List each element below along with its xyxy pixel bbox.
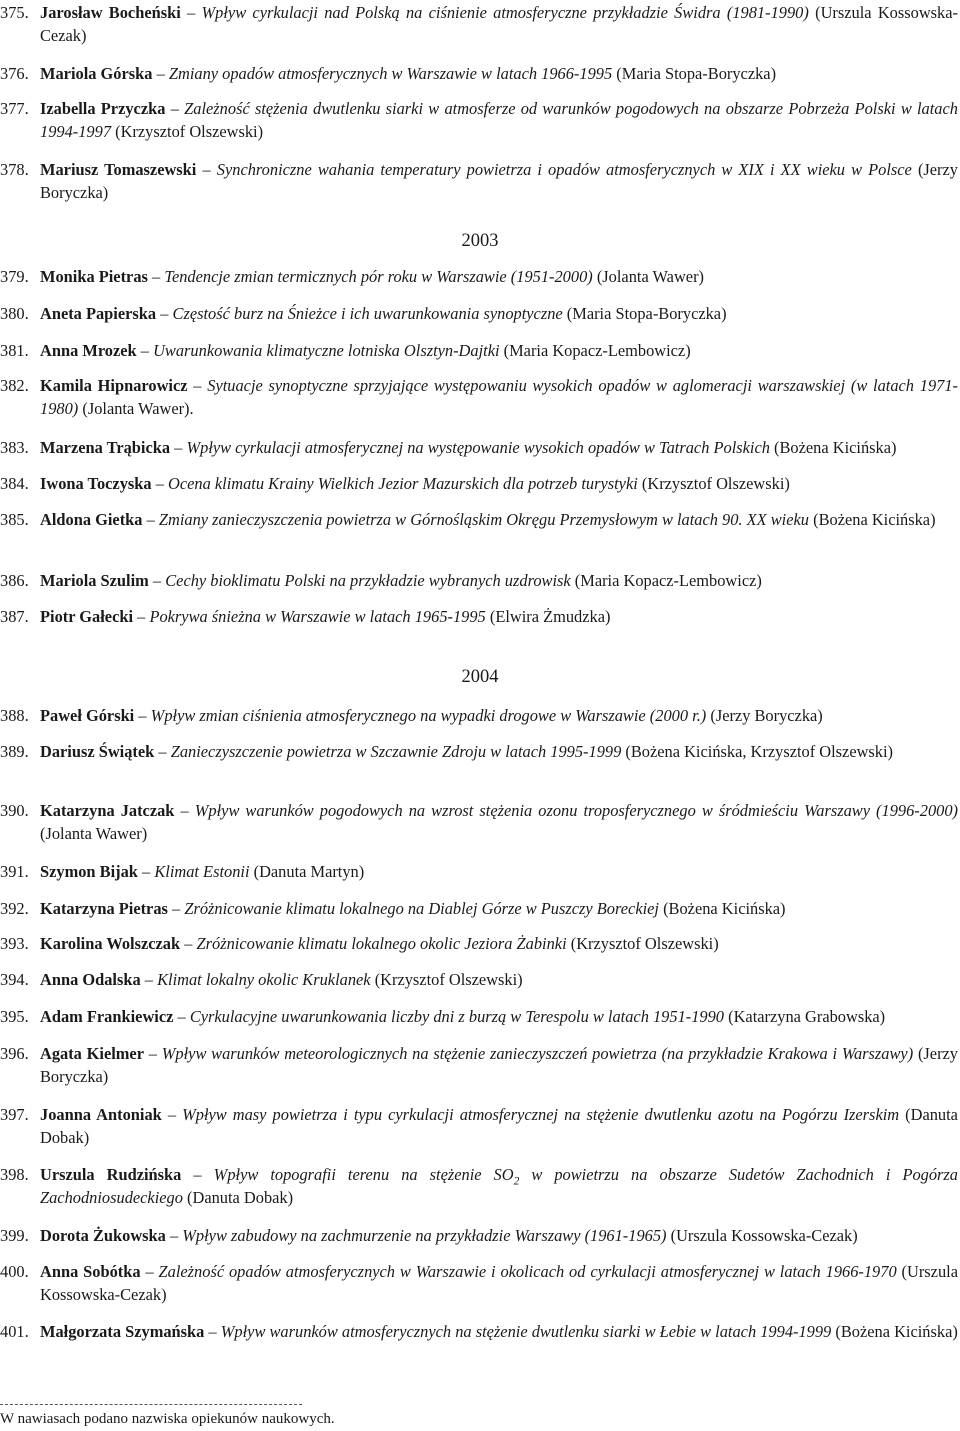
- entry-number: 401.: [0, 1322, 29, 1341]
- year-heading-2004: 2004: [461, 667, 499, 687]
- entry-author: Izabella Przyczka: [40, 99, 166, 118]
- entry-supervisor: (Jolanta Wawer).: [82, 399, 194, 418]
- entry-title-text: Zmiany opadów atmosferycznych w Warszawie w latach 1966-1995: [168, 64, 613, 83]
- thesis-entry-397: [0, 1103, 958, 1149]
- entry-supervisor: (Bożena Kicińska): [835, 1322, 958, 1341]
- entry-author: Paweł Górski: [40, 706, 135, 725]
- entry-dash: –: [148, 1044, 157, 1063]
- entry-dash: –: [146, 510, 155, 529]
- thesis-entry-381: [0, 339, 958, 362]
- entry-dash: –: [152, 267, 161, 286]
- entry-dash: –: [193, 376, 202, 395]
- thesis-entry-389: [0, 740, 958, 763]
- entry-supervisor: (Krzysztof Olszewski): [641, 474, 790, 493]
- thesis-entry-380: [0, 302, 958, 325]
- entry-supervisor: (Elwira Żmudzka): [489, 607, 611, 626]
- entry-title: [153, 341, 499, 360]
- entry-number: 397.: [0, 1105, 29, 1124]
- entry-supervisor: (Krzysztof Olszewski): [570, 934, 719, 953]
- thesis-entry-387: [0, 605, 958, 628]
- entry-dash: –: [169, 1226, 179, 1245]
- entry-title-text: Cyrkulacyjne uwarunkowania liczby dni z burzą w Terespolu w latach 1951-1990: [189, 1007, 725, 1026]
- entry-title: [197, 934, 567, 953]
- entry-title-text: Pokrywa śnieżna w Warszawie w latach 1965-1995: [149, 607, 486, 626]
- entry-title-text: Cechy bioklimatu Polski na przykładzie wybranych uzdrowisk: [165, 571, 571, 590]
- thesis-entry-376: [0, 62, 958, 85]
- thesis-entry-383: [0, 436, 958, 459]
- entry-title-text: Wpływ warunków atmosferycznych na stężenie dwutlenku siarki w Łebie w latach 1994-1999: [220, 1322, 832, 1341]
- entry-number: 379.: [0, 267, 29, 286]
- entry-number: 386.: [0, 571, 29, 590]
- entry-author: Mariola Szulim: [40, 571, 149, 590]
- entry-author: Marzena Trąbicka: [40, 438, 171, 457]
- thesis-entry-378: [0, 158, 958, 204]
- entry-title: [162, 1044, 913, 1063]
- entry-title-text: Wpływ masy powietrza i typu cyrkulacji atmosferycznej na stężenie dwutlenku azotu na Pogórzu Izerskim: [182, 1105, 900, 1124]
- entry-number: 385.: [0, 510, 29, 529]
- entry-title-text: Zależność stężenia dwutlenku siarki w atmosferze od warunków pogodowych na obszarze Pobrzeża Polski w latach 1994-1997: [40, 99, 958, 141]
- footnote-separator: [0, 1404, 302, 1405]
- entry-title-text: Wpływ zabudowy na zachmurzenie na przykładzie Warszawy (1961-1965): [182, 1226, 667, 1245]
- entry-number: 390.: [0, 801, 29, 820]
- entry-title: [217, 160, 912, 179]
- entry-number: 389.: [0, 742, 29, 761]
- entry-dash: –: [177, 1007, 186, 1026]
- entry-author: Joanna Antoniak: [40, 1105, 162, 1124]
- entry-title: [182, 1226, 666, 1245]
- entry-title: [151, 706, 707, 725]
- entry-supervisor: (Jerzy Boryczka): [40, 160, 958, 202]
- entry-title-text: Ocena klimatu Krainy Wielkich Jezior Mazurskich dla potrzeb turystyki: [168, 474, 638, 493]
- entry-author: Anna Mrozek: [40, 341, 137, 360]
- entry-number: 398.: [0, 1165, 29, 1184]
- entry-title-text: Sytuacje synoptyczne sprzyjające występowaniu wysokich opadów w aglomeracji warszawskiej (w latach 1971-1980): [40, 376, 958, 418]
- entry-dash: –: [167, 1105, 177, 1124]
- entry-title: [169, 64, 612, 83]
- entry-author: Szymon Bijak: [40, 862, 138, 881]
- thesis-entry-382: [0, 374, 958, 420]
- entry-title-text: Wpływ zmian ciśnienia atmosferycznego na wypadki drogowe w Warszawie (2000 r.): [150, 706, 707, 725]
- entry-title: [157, 970, 371, 989]
- entry-author: Dorota Żukowska: [40, 1226, 166, 1245]
- entry-number: 395.: [0, 1007, 29, 1026]
- thesis-entry-390: [0, 799, 958, 845]
- entry-dash: –: [184, 934, 193, 953]
- entry-title: [159, 510, 809, 529]
- entry-dash: –: [140, 341, 149, 360]
- entry-title: [154, 862, 249, 881]
- entry-number: 392.: [0, 899, 29, 918]
- entry-title: [171, 742, 622, 761]
- entry-supervisor: (Jerzy Boryczka): [710, 706, 823, 725]
- thesis-entry-388: [0, 704, 958, 727]
- entry-author: Adam Frankiewicz: [40, 1007, 174, 1026]
- entry-number: 382.: [0, 376, 29, 395]
- entry-title-text: Klimat lokalny okolic Kruklanek: [157, 970, 371, 989]
- entry-supervisor: (Danuta Martyn): [253, 862, 365, 881]
- entry-dash: –: [202, 160, 211, 179]
- entry-author: Monika Pietras: [40, 267, 148, 286]
- thesis-entry-396: [0, 1042, 958, 1088]
- thesis-entry-393: [0, 932, 958, 955]
- entry-author: Małgorzata Szymańska: [40, 1322, 205, 1341]
- entry-number: 380.: [0, 304, 29, 323]
- entry-title-text: Zróżnicowanie klimatu lokalnego okolic Jeziora Żabinki: [196, 934, 567, 953]
- entry-title-text: Zależność opadów atmosferycznych w Warszawie i okolicach od cyrkulacji atmosferycznej w latach 1966-1970: [158, 1262, 897, 1281]
- entry-supervisor: (Maria Kopacz-Lembowicz): [574, 571, 762, 590]
- entry-number: 384.: [0, 474, 29, 493]
- entry-supervisor: (Bożena Kicińska): [663, 899, 786, 918]
- entry-supervisor: (Krzysztof Olszewski): [374, 970, 523, 989]
- entry-number: 393.: [0, 934, 29, 953]
- entry-dash: –: [172, 899, 181, 918]
- entry-author: Kamila Hipnarowicz: [40, 376, 188, 395]
- entry-author: Karolina Wolszczak: [40, 934, 181, 953]
- entry-dash: –: [174, 438, 183, 457]
- entry-number: 377.: [0, 99, 29, 118]
- entry-author: Mariusz Tomaszewski: [40, 160, 197, 179]
- thesis-entry-386: [0, 569, 958, 592]
- entry-dash: –: [208, 1322, 217, 1341]
- entry-title: [165, 571, 570, 590]
- entry-supervisor: (Krzysztof Olszewski): [115, 122, 264, 141]
- thesis-entry-384: [0, 472, 958, 495]
- entry-dash: –: [137, 607, 146, 626]
- entry-title: [182, 1105, 899, 1124]
- entry-dash: –: [160, 304, 169, 323]
- entry-number: 396.: [0, 1044, 29, 1063]
- thesis-entry-399: [0, 1224, 958, 1247]
- entry-author: Mariola Górska: [40, 64, 153, 83]
- entry-supervisor: (Danuta Dobak): [187, 1188, 294, 1207]
- entry-title: [202, 3, 809, 22]
- year-heading-2003: 2003: [461, 231, 499, 251]
- entry-dash: –: [144, 970, 153, 989]
- entry-author: Anna Odalska: [40, 970, 141, 989]
- entry-title: [195, 801, 958, 820]
- entry-title-text: Synchroniczne wahania temperatury powietrza i opadów atmosferycznych w XIX i XX wieku w Polsce: [216, 160, 912, 179]
- thesis-entry-377: [0, 97, 958, 143]
- thesis-entry-392: [0, 897, 958, 920]
- entry-number: 383.: [0, 438, 29, 457]
- entry-supervisor: (Bożena Kicińska): [813, 510, 936, 529]
- entry-title-text: Wpływ warunków meteorologicznych na stężenie zanieczyszczeń powietrza (na przykładzie Krakowa i Warszawy): [161, 1044, 914, 1063]
- entry-title-text: Wpływ cyrkulacji nad Polską na ciśnienie atmosferyczne przykładzie Świdra (1981-1990): [201, 3, 809, 22]
- entry-dash: –: [170, 99, 179, 118]
- entry-supervisor: (Urszula Kossowska-Cezak): [40, 3, 958, 45]
- entry-number: 375.: [0, 3, 29, 22]
- entry-dash: –: [155, 474, 164, 493]
- entry-title: [173, 304, 563, 323]
- entry-title: [168, 474, 638, 493]
- entry-title: [221, 1322, 831, 1341]
- entry-author: Katarzyna Jatczak: [40, 801, 175, 820]
- thesis-entry-375: [0, 1, 958, 47]
- entry-author: Katarzyna Pietras: [40, 899, 168, 918]
- entry-title-text: Wpływ cyrkulacji atmosferycznej na występowanie wysokich opadów w Tatrach Polskich: [186, 438, 770, 457]
- entry-supervisor: (Katarzyna Grabowska): [728, 1007, 886, 1026]
- entry-title: [149, 607, 485, 626]
- entry-author: Jarosław Bocheński: [40, 3, 181, 22]
- entry-title-text: Wpływ warunków pogodowych na wzrost stężenia ozonu troposferycznego w śródmieściu Warszawy (1996-2000): [194, 801, 958, 820]
- entry-author: Urszula Rudzińska: [40, 1165, 182, 1184]
- thesis-entry-401: [0, 1320, 958, 1343]
- entry-title-text: Zmiany zanieczyszczenia powietrza w Górnośląskim Okręgu Przemysłowym w latach 90. XX wieku: [158, 510, 809, 529]
- entry-title: [190, 1007, 724, 1026]
- entry-title: [164, 267, 592, 286]
- thesis-entry-398: [0, 1163, 958, 1209]
- entry-supervisor: (Danuta Dobak): [40, 1105, 958, 1147]
- entry-title-text: Wpływ topografii terenu na stężenie SO: [213, 1165, 514, 1184]
- entry-author: Aldona Gietka: [40, 510, 143, 529]
- entry-dash: –: [145, 1262, 154, 1281]
- footnote: W nawiasach podano nazwiska opiekunów naukowych.: [0, 1411, 335, 1427]
- entry-number: 387.: [0, 607, 29, 626]
- entry-author: Aneta Papierska: [40, 304, 157, 323]
- entry-supervisor: (Maria Stopa-Boryczka): [616, 64, 777, 83]
- entry-dash: –: [193, 1165, 202, 1184]
- entry-title-subscript: 2: [513, 1175, 520, 1188]
- thesis-entry-391: [0, 860, 958, 883]
- entry-supervisor: (Urszula Kossowska-Cezak): [40, 1262, 958, 1304]
- entry-number: 400.: [0, 1262, 29, 1281]
- entry-author: Anna Sobótka: [40, 1262, 141, 1281]
- entry-title-text: Tendencje zmian termicznych pór roku w Warszawie (1951-2000): [164, 267, 593, 286]
- entry-title-text: Uwarunkowania klimatyczne lotniska Olsztyn-Dajtki: [153, 341, 500, 360]
- entry-author: Dariusz Świątek: [40, 742, 155, 761]
- entry-supervisor: (Jolanta Wawer): [40, 824, 148, 843]
- thesis-entry-385: [0, 508, 958, 531]
- entry-author: Iwona Toczyska: [40, 474, 152, 493]
- entry-supervisor: (Urszula Kossowska-Cezak): [670, 1226, 858, 1245]
- thesis-entry-394: [0, 968, 958, 991]
- thesis-entry-379: [0, 265, 958, 288]
- entry-dash: –: [180, 801, 189, 820]
- entry-author: Piotr Gałecki: [40, 607, 134, 626]
- entry-number: 376.: [0, 64, 29, 83]
- entry-title-text: Częstość burz na Śnieżce i ich uwarunkowania synoptyczne: [172, 304, 563, 323]
- entry-number: 394.: [0, 970, 29, 989]
- entry-dash: –: [152, 571, 162, 590]
- entry-supervisor: (Jerzy Boryczka): [40, 1044, 958, 1086]
- entry-dash: –: [142, 862, 151, 881]
- entry-title: [184, 899, 659, 918]
- entry-number: 381.: [0, 341, 29, 360]
- thesis-entry-400: [0, 1260, 958, 1306]
- entry-dash: –: [187, 3, 196, 22]
- entry-dash: –: [158, 742, 167, 761]
- entry-title-text: Zróżnicowanie klimatu lokalnego na Diablej Górze w Puszczy Boreckiej: [184, 899, 659, 918]
- entry-title-continued: w powietrzu na obszarze Sudetów Zachodnich i Pogórza Zachodniosudeckiego: [40, 1165, 958, 1207]
- entry-dash: –: [138, 706, 147, 725]
- entry-supervisor: (Bożena Kicińska, Krzysztof Olszewski): [625, 742, 894, 761]
- thesis-entry-395: [0, 1005, 958, 1028]
- entry-title: [186, 438, 769, 457]
- entry-title-text: Klimat Estonii: [154, 862, 250, 881]
- entry-author: Agata Kielmer: [40, 1044, 144, 1063]
- entry-title-text: Zanieczyszczenie powietrza w Szczawnie Zdroju w latach 1995-1999: [170, 742, 622, 761]
- entry-number: 388.: [0, 706, 29, 725]
- entry-supervisor: (Maria Kopacz-Lembowicz): [503, 341, 691, 360]
- entry-number: 378.: [0, 160, 29, 179]
- entry-number: 399.: [0, 1226, 29, 1245]
- entry-dash: –: [156, 64, 165, 83]
- entry-supervisor: (Maria Stopa-Boryczka): [566, 304, 727, 323]
- entry-title: [159, 1262, 897, 1281]
- entry-supervisor: (Bożena Kicińska): [774, 438, 897, 457]
- entry-supervisor: (Jolanta Wawer): [596, 267, 704, 286]
- entry-number: 391.: [0, 862, 29, 881]
